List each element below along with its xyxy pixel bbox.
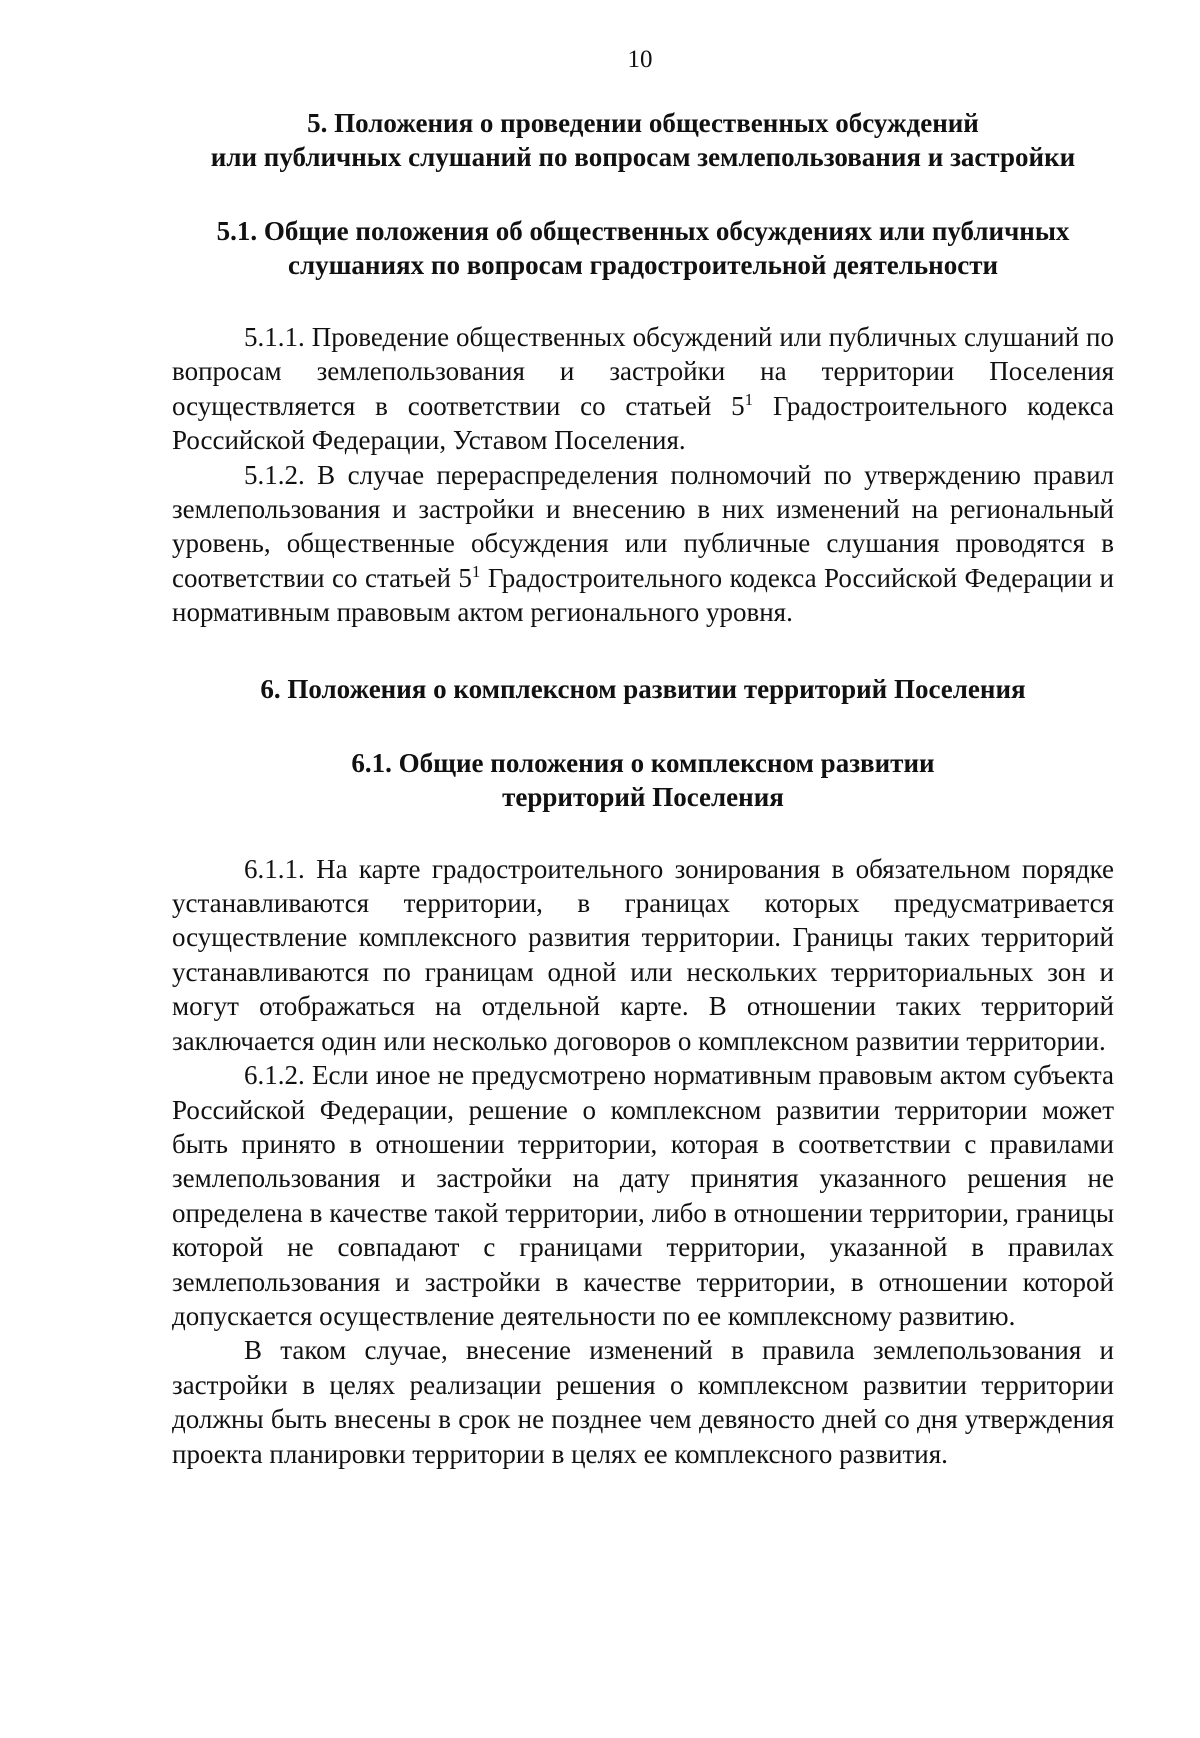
section-6-title bbox=[172, 672, 1114, 706]
section-5-title-line1: 5. Положения о проведении общественных обсуждений bbox=[307, 108, 979, 138]
paragraph-6-1-1: 6.1.1. На карте градостроительного зонирования в обязательном порядке устанавливаются территории, в границах которых предусматривается осуществление комплексного развития территории. Границы таких территорий устанавливаются по границам одной или нескольких территориальных зон и могут отображаться на отдельной карте. В отношении таких территорий заключается один или несколько договоров о комплексном развитии территории. bbox=[172, 853, 1114, 1056]
superscript-1: 1 bbox=[744, 389, 754, 409]
superscript-1: 1 bbox=[471, 561, 481, 581]
section-5-1-title-line1: 5.1. Общие положения об общественных обсуждениях или публичных bbox=[216, 216, 1070, 246]
section-5-title-line2: или публичных слушаний по вопросам землепользования и застройки bbox=[210, 142, 1076, 172]
paragraph-5-1-2 bbox=[172, 458, 1114, 630]
page-number: 10 bbox=[627, 46, 653, 73]
document-body bbox=[172, 106, 1114, 1471]
paragraph-5-1-1 bbox=[172, 320, 1114, 458]
section-6-1-title-line1: 6.1. Общие положения о комплексном развитии bbox=[351, 747, 935, 778]
paragraph-6-1-2: 6.1.2. Если иное не предусмотрено нормативным правовым актом субъекта Российской Федерации, решение о комплексном развитии территории может быть принято в отношении территории, которая в соответствии с правилами землепользования и застройки на дату принятия указанного решения не определена в качестве такой территории, либо в отношении территории, границы которой не совпадают с границами территории, указанной в правилах землепользования и застройки в качестве территории, в отношении которой допускается осуществление деятельности по ее комплексному развитию. bbox=[172, 1060, 1114, 1331]
section-6-1-title bbox=[172, 746, 1114, 814]
section-6-1-title-line2: территорий Поселения bbox=[502, 781, 784, 812]
paragraph-5-1-1-text: 5.1.1. Проведение общественных обсуждений или публичных слушаний по вопросам землепользования и застройки на территории Поселения осуществляется в соответствии со статьей 5 bbox=[172, 322, 1114, 421]
section-5-title bbox=[172, 106, 1114, 174]
paragraph-final: В таком случае, внесение изменений в правила землепользования и застройки в целях реализации решения о комплексном развитии территории должны быть внесены в срок не позднее чем девяносто дней со дня утверждения проекта планировки территории в целях ее комплексного развития. bbox=[172, 1335, 1114, 1469]
section-6-title-line: 6. Положения о комплексном развитии территорий Поселения bbox=[260, 673, 1026, 704]
paragraph-5-1-2-text-end: Градостроительного кодекса Российской Федерации и нормативным правовым актом регионального уровня. bbox=[172, 562, 1114, 628]
section-5-1-title-line2: слушаниях по вопросам градостроительной деятельности bbox=[287, 250, 999, 280]
paragraph-5-1-1-text-end: Градостроительного кодекса Российской Федерации, Уставом Поселения. bbox=[172, 390, 1115, 456]
paragraph-5-1-2-text: 5.1.2. В случае перераспределения полномочий по утверждению правил землепользования и застройки и внесению в них изменений на региональный уровень, общественные обсуждения или публичные слушания проводятся в соответствии со статьей 5 bbox=[172, 459, 1114, 593]
section-5-1-title bbox=[172, 214, 1114, 282]
